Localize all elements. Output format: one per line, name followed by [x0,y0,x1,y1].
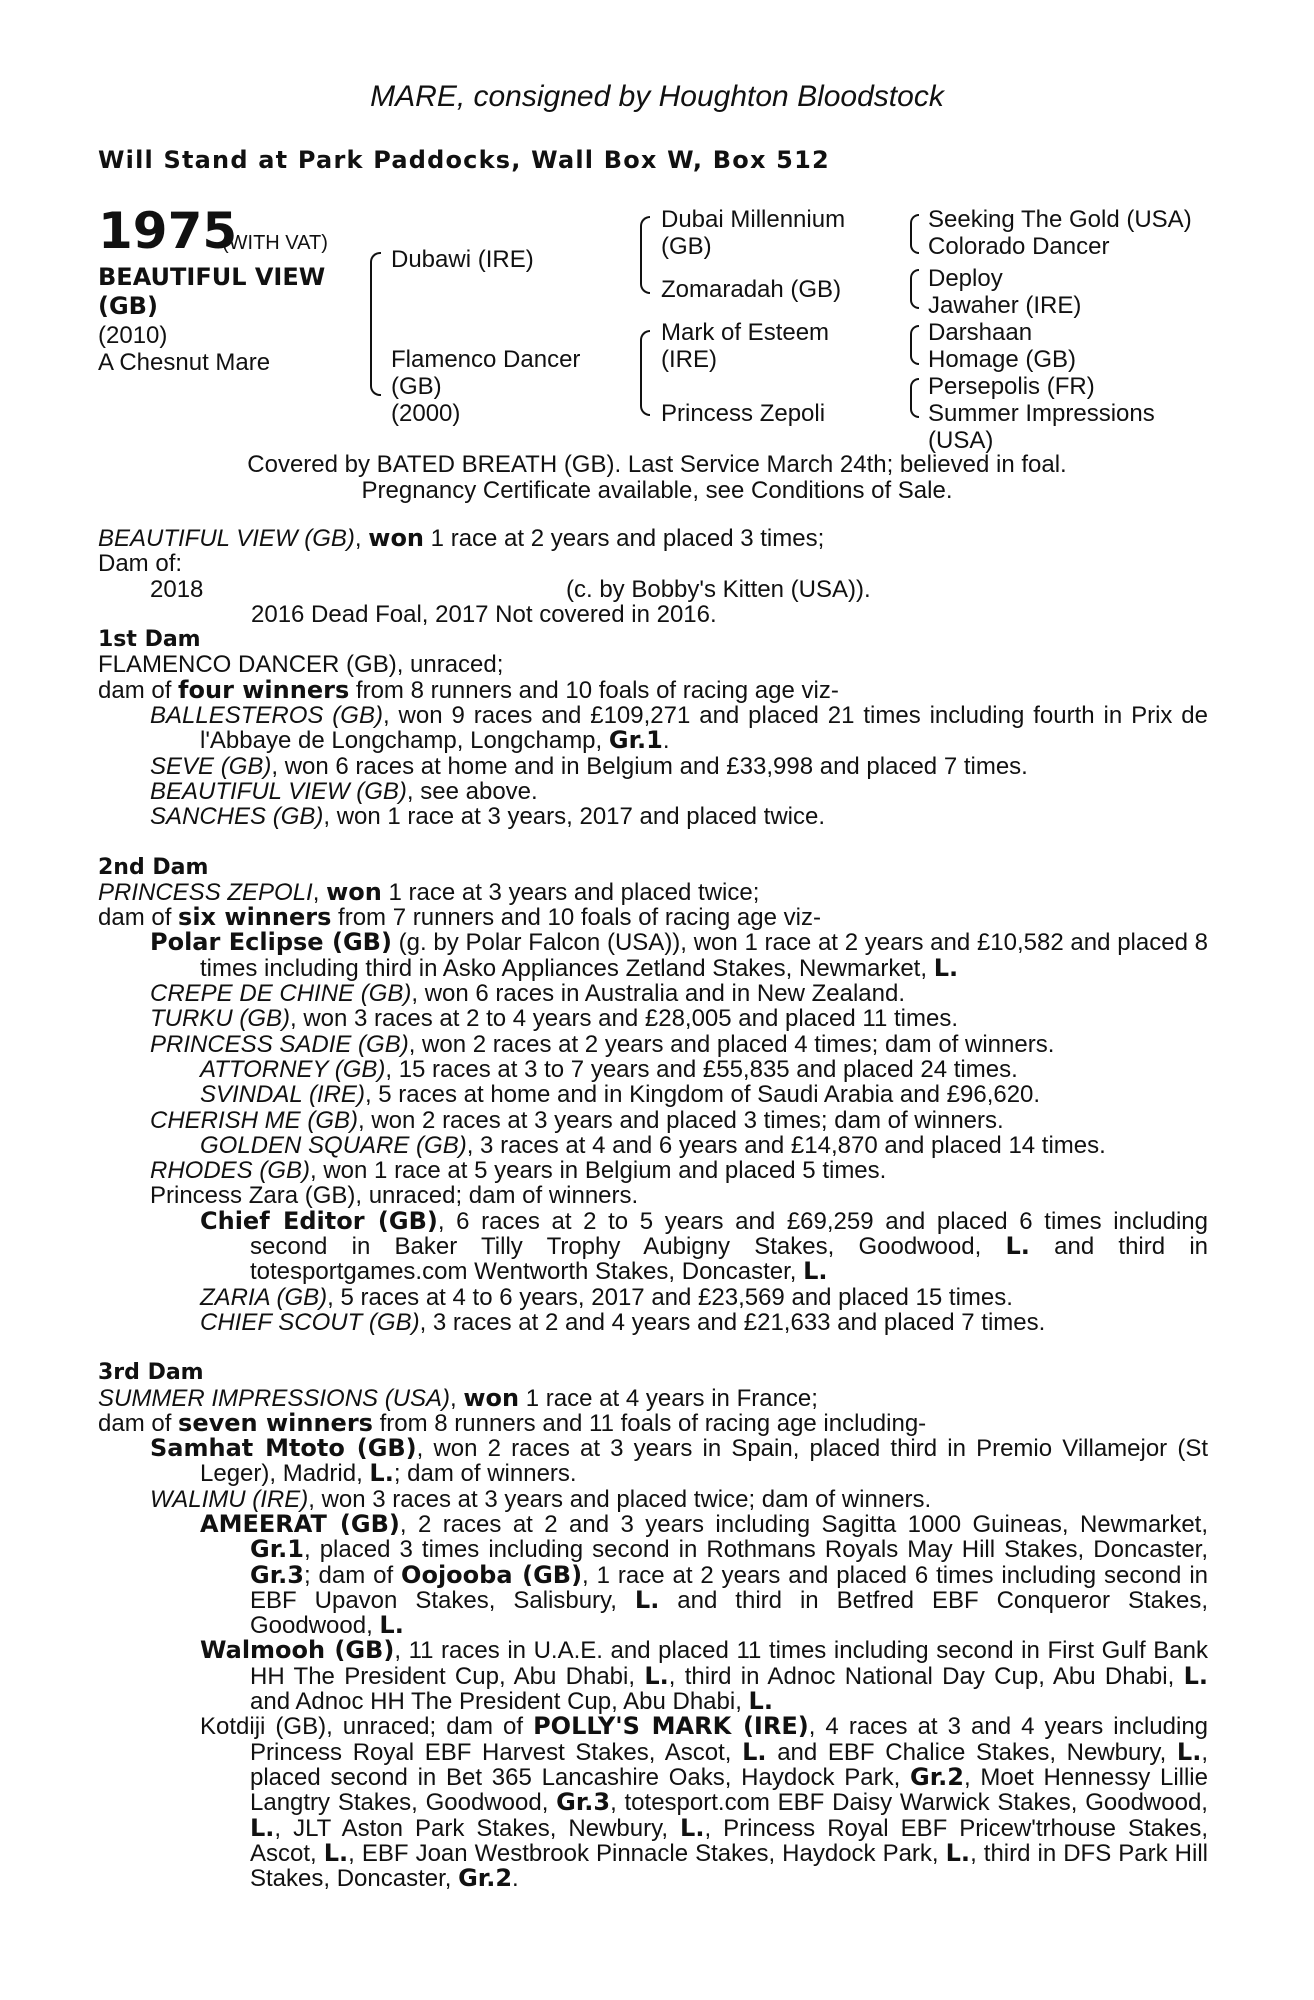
horse-link: Samhat Mtoto (GB) [150,1434,417,1463]
produce-golden-square [98,1133,1208,1158]
grade-badge: L. [379,1611,404,1640]
horse-link: GOLDEN SQUARE (GB) [200,1131,467,1159]
pregnancy-note: Pregnancy Certificate available, see Conditions of Sale. [361,477,953,504]
pedigree-dam-line2: (GB) [391,373,442,400]
third-dam-line1: SUMMER IMPRESSIONS (USA), won 1 race at 4 years in France; [98,1383,818,1412]
horse-link: SUMMER IMPRESSIONS (USA) [98,1384,451,1412]
dam-of-label: Dam of: [98,550,183,578]
pedigree-dam [391,346,580,427]
text-frag: , won 9 races and £109,271 and placed 21 times including fourth in Prix de l'Abbaye de Longchamp, Longchamp, [200,702,1209,755]
horse-name-line1: BEAUTIFUL VIEW [98,263,326,291]
pedigree-sss: Seeking The Gold (USA) [928,206,1192,233]
pedigree-sire-dam: Zomaradah (GB) [661,276,842,303]
third-dam-line2 [98,1408,1208,1437]
produce-attorney [98,1057,1208,1082]
grade-badge: Gr.2 [910,1762,964,1791]
mare-name: BEAUTIFUL VIEW (GB) [98,525,355,552]
text-frag: (g. by Polar Falcon (USA)), won 1 race at 2 years and £10,582 and placed 8 times including third in Asko Appliances Zetland Stakes, Newmarket, [200,929,1209,982]
text-frag: , see above. [406,777,538,805]
pedigree-dam-line1: Flamenco Dancer [391,346,581,373]
won-label: won [326,877,382,906]
mare-record: BEAUTIFUL VIEW (GB), won 1 race at 2 years and placed 3 times; [98,524,825,552]
grade-badge: L. [323,1838,349,1867]
text-frag: and Adnoc HH The President Cup, Abu Dhabi, [250,1688,749,1716]
text-frag: , placed 3 times including second in Rothmans Royals May Hill Stakes, Doncaster, [303,1536,1208,1564]
grade-badge: L. [634,1585,660,1614]
produce-walmooh [98,1638,1208,1714]
grade-badge: Gr.3 [556,1788,611,1817]
pedigree-ds-line2: (IRE) [661,346,717,373]
text-frag: ; dam of winners. [393,1460,577,1488]
horse-link: SEVE (GB) [150,752,272,780]
race-record [98,526,1208,1891]
pedigree-dsd: Homage (GB) [928,346,1077,373]
won-label: won [463,1383,520,1412]
pedigree-ddd-line1: Summer Impressions [928,400,1155,427]
horse-link: Polar Eclipse (GB) [150,928,392,957]
text-frag: , won 1 race at 3 years, 2017 and placed twice. [323,803,825,831]
horse-name [98,263,358,321]
grade-badge: Gr.2 [458,1864,513,1893]
pedigree-sire-sire [661,206,845,260]
text-frag: , won 3 races at 3 years and placed twice; dam of winners. [308,1485,932,1513]
text-frag: , 3 races at 4 and 6 years and £14,870 and placed 14 times. [466,1131,1106,1159]
produce-year: 2018 [150,575,204,603]
produce-cherish-me [98,1108,1208,1133]
pedigree-sdd: Jawaher (IRE) [928,292,1082,319]
grade-badge: L. [945,1838,971,1867]
grade-badge: L. [748,1687,773,1716]
won-label: won [368,524,425,552]
produce-walimu [98,1487,1208,1512]
pedigree-ddd-line2: (USA) [928,427,994,454]
text-frag: , 4 races at 3 and 4 years including Princess Royal EBF Harvest Stakes, Ascot, [250,1713,1209,1766]
text-frag: , 3 races at 2 and 4 years and £21,633 and placed 7 times. [419,1308,1046,1336]
horse-link: AMEERAT (GB) [200,1509,400,1538]
text-frag: , 15 races at 3 to 7 years and £55,835 and placed 24 times. [385,1055,1018,1083]
grade-badge: L. [1176,1737,1202,1766]
grade-badge: Gr.1 [608,726,663,755]
text-frag: , Princess Royal EBF Pricew'trhouse Stakes, Ascot, [250,1814,1208,1867]
mare-record-text: 1 race at 2 years and placed 3 times; [424,525,825,552]
text-frag: , won 2 races at 3 years and placed 3 times; dam of winners. [358,1106,1004,1134]
produce-rhodes [98,1158,1208,1183]
text-frag: , 11 races in U.A.E. and placed 11 times including second in First Gulf Bank HH The President Cup, Abu Dhabi, [250,1637,1208,1690]
text-frag: , won 1 race at 5 years in Belgium and placed 5 times. [310,1157,887,1185]
horse-link: CHERISH ME (GB) [150,1106,359,1134]
horse-link: PRINCESS ZEPOLI [98,878,313,906]
grade-badge: L. [250,1813,275,1842]
text-frag: , won 6 races at home and in Belgium and £33,998 and placed 7 times. [271,752,1028,780]
text-frag: , EBF Joan Westbrook Pinnacle Stakes, Haydock Park, [348,1839,946,1867]
winners-count: four winners [178,675,350,704]
text-frag: dam of [98,1409,179,1437]
text-frag: , won 3 races at 2 to 4 years and £28,005 and placed 11 times. [290,1005,958,1033]
produce-desc: (c. by Bobby's Kitten (USA)). [566,575,871,603]
horse-link: BEAUTIFUL VIEW (GB) [150,777,407,805]
text-frag: , won 6 races in Australia and in New Zealand. [411,980,905,1008]
pedigree-ss-line2: (GB) [661,233,712,260]
text-frag: and third in totesportgames.com Wentworth Stakes, Doncaster, [250,1233,1208,1286]
spacer [98,830,1208,855]
text-frag: , third in DFS Park Hill Stakes, Doncaster, [250,1839,1208,1893]
produce-turku [98,1006,1208,1031]
second-dam-line1: PRINCESS ZEPOLI, won 1 race at 3 years and placed twice; [98,877,760,906]
covered-note: Covered by BATED BREATH (GB). Last Service March 24th; believed in foal. [247,451,1067,478]
grade-badge: L. [680,1813,705,1842]
text-frag: , third in Adnoc National Day Cup, Abu Dhabi, [668,1662,1184,1690]
text-frag: and EBF Chalice Stakes, Newbury, [766,1738,1177,1766]
pedigree-dds: Persepolis (FR) [928,373,1095,400]
pedigree-ddd [928,400,1155,454]
grade-badge: Gr.1 [250,1535,304,1564]
foaling-year: (2010) [98,322,168,349]
horse-link: RHODES (GB) [150,1157,311,1185]
pedigree-ds-line1: Mark of Esteem [661,319,830,346]
text-frag: , totesport.com EBF Daisy Warwick Stakes, Goodwood, [610,1789,1208,1817]
horse-link: CHIEF SCOUT (GB) [200,1308,420,1336]
produce-beautiful-view [98,779,1208,804]
produce-ameerat [98,1509,1209,1640]
grade-badge: L. [742,1737,767,1766]
produce-svindal [98,1082,1208,1107]
text-frag: , 5 races at home and in Kingdom of Saudi Arabia and £96,620. [364,1081,1041,1109]
produce-crepe [98,981,1208,1006]
produce-seve [98,754,1208,779]
text-frag: dam of [98,676,179,704]
pedigree-dss: Darshaan [928,319,1033,346]
first-dam-heading: 1st Dam [98,627,201,653]
stand-location: Will Stand at Park Paddocks, Wall Box W, Box 512 [98,146,830,174]
pedigree-sds: Deploy [928,265,1003,292]
horse-link: ATTORNEY (GB) [200,1055,386,1083]
produce-princess-sadie [98,1032,1208,1057]
winners-count: six winners [178,903,332,932]
horse-link: SANCHES (GB) [150,803,324,831]
produce-princess-zara: Princess Zara (GB), unraced; dam of winners. [150,1182,639,1210]
produce-sanches [98,804,1208,829]
grade-badge: L. [1005,1232,1030,1261]
grade-badge: L. [803,1257,828,1286]
text-frag: , won 2 races at 3 years in Spain, placed third in Premio Villamejor (St Leger), Madrid, [200,1435,1208,1488]
pedigree-ss-line1: Dubai Millennium [661,206,846,233]
second-dam-line2 [98,905,1208,930]
produce-entry [98,577,1208,602]
pedigree-ssd: Colorado Dancer [928,233,1110,260]
text-frag: , JLT Aston Park Stakes, Newbury, [274,1814,681,1842]
grade-badge: L. [369,1459,394,1488]
text-frag: 1 race at 3 years and placed twice; [381,878,760,906]
text-frag: Kotdiji (GB), unraced; dam of [200,1713,534,1741]
sire-dam-brace [370,252,381,396]
text-frag: dam of [98,904,179,932]
text-frag: , 1 race at 2 years and placed 6 times including second in EBF Upavon Stakes, Salisbury, [250,1561,1208,1614]
text-frag: 1 race at 4 years in France; [519,1384,818,1412]
horse-link: ZARIA (GB) [200,1283,328,1311]
horse-link: Walmooh (GB) [200,1636,395,1665]
pedigree-dam-dam: Princess Zepoli [661,400,826,427]
brace-sd [910,269,919,309]
text-frag: . [662,727,670,755]
text-frag: from 8 runners and 11 foals of racing age including- [372,1409,927,1437]
text-frag: . [512,1865,519,1893]
horse-link: BALLESTEROS (GB) [150,702,383,730]
produce-chief-scout [98,1310,1208,1335]
horse-link: Chief Editor (GB) [200,1206,438,1235]
produce-polar-eclipse [98,930,1208,981]
text-frag: , 5 races at 4 to 6 years, 2017 and £23,569 and placed 15 times. [327,1283,1013,1311]
first-dam-line2 [98,675,1208,704]
first-dam-line1: FLAMENCO DANCER (GB), unraced; [98,651,504,679]
horse-link: WALIMU (IRE) [150,1485,309,1513]
text-frag: , placed second in Bet 365 Lancashire Oaks, Haydock Park, [250,1738,1208,1791]
horse-link: SVINDAL (IRE) [200,1081,365,1109]
produce-samhat-mtoto [98,1436,1208,1487]
grade-badge: L. [933,953,959,982]
vat-note: (WITH VAT) [222,232,328,254]
pedigree-dam-line3: (2000) [391,400,461,427]
horse-link: PRINCESS SADIE (GB) [150,1030,409,1058]
text-frag: and third in Betfred EBF Conqueror Stakes, Goodwood, [250,1586,1208,1640]
text-frag: from 8 runners and 10 foals of racing age viz- [349,676,839,704]
text-frag: , 6 races at 2 to 5 years and £69,259 and placed 6 times including second in Baker Tilly Trophy Aubigny Stakes, Goodwood, [250,1207,1208,1261]
text-frag: , Moet Hennessy Lillie Langtry Stakes, Goodwood, [250,1763,1208,1817]
horse-name-line2: (GB) [98,292,158,320]
produce-chief-editor [98,1206,1208,1286]
grade-badge: L. [644,1661,669,1690]
spacer [98,1335,1208,1360]
horse-description: A Chesnut Mare [98,349,271,376]
lot-number: 1975 [98,202,238,260]
horse-link: TURKU (GB) [150,1005,290,1033]
sire-parents-brace [640,216,650,294]
pedigree-dam-sire [661,319,829,373]
page-title: MARE, consigned by Houghton Bloodstock [370,80,944,113]
text-frag: , won 2 races at 2 years and placed 4 times; dam of winners. [408,1030,1055,1058]
second-dam-heading: 2nd Dam [98,854,209,880]
horse-link: POLLY'S MARK (IRE) [533,1712,809,1741]
produce-zaria [98,1285,1208,1310]
horse-link: CREPE DE CHINE (GB) [150,980,412,1008]
dam-parents-brace [640,330,650,416]
produce-kotdiji [98,1714,1208,1891]
brace-dd [910,378,919,418]
winners-count: seven winners [178,1408,373,1437]
text-frag: ; dam of [303,1561,402,1589]
grade-badge: Gr.3 [250,1560,304,1589]
horse-link: Oojooba (GB) [401,1560,583,1589]
produce-ballesteros [98,703,1208,754]
text-frag: from 7 runners and 10 foals of racing age viz- [331,904,821,932]
grade-badge: L. [1183,1661,1208,1690]
pedigree-sire: Dubawi (IRE) [391,246,534,273]
brace-ss [910,214,919,254]
brace-ds [910,325,919,365]
third-dam-heading: 3rd Dam [98,1360,204,1386]
produce-note: 2016 Dead Foal, 2017 Not covered in 2016. [251,600,717,628]
text-frag: , 2 races at 2 and 3 years including Sagitta 1000 Guineas, Newmarket, [399,1510,1209,1538]
